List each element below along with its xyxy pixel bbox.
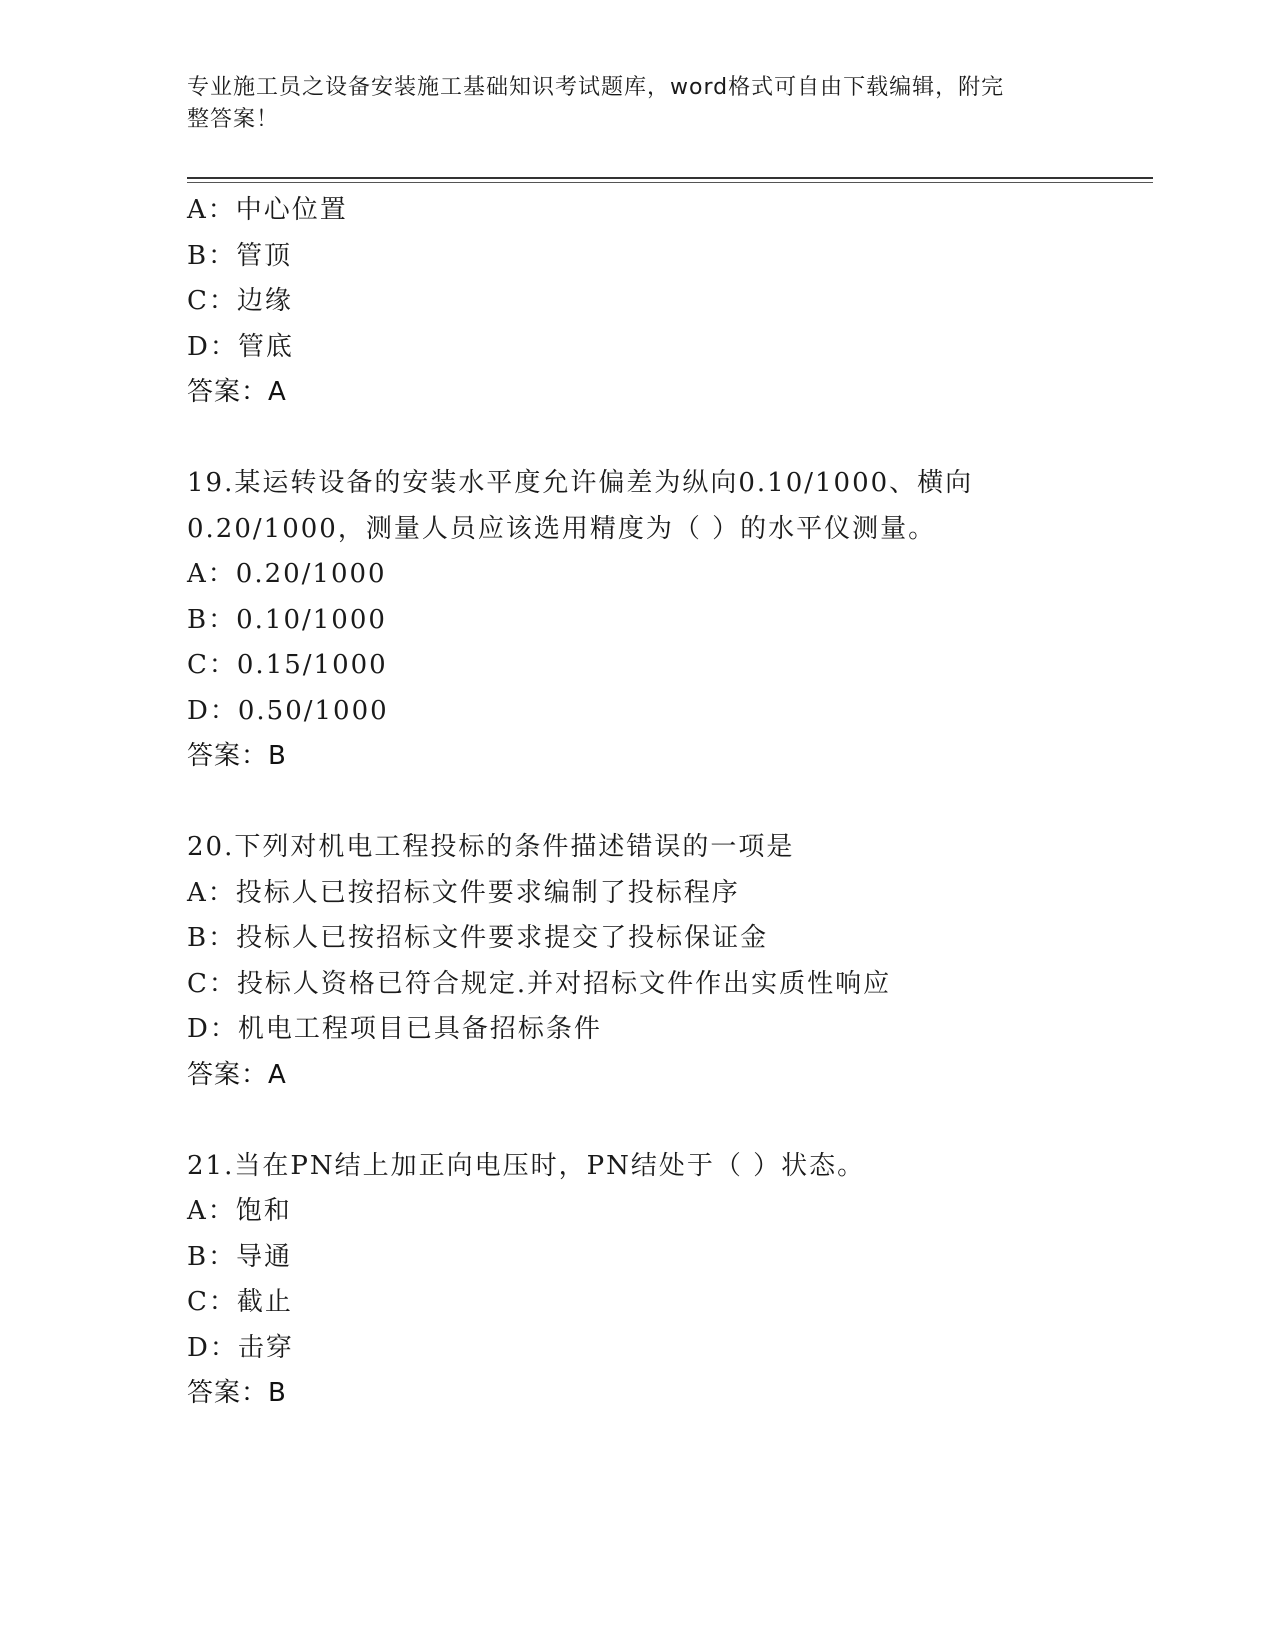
option-b: B：投标人已按招标文件要求提交了投标保证金 — [187, 923, 769, 953]
answer-line: 答案：A — [187, 377, 287, 407]
option-d: D：击穿 — [187, 1332, 294, 1363]
question-21 — [187, 1144, 1127, 1417]
question-stem-line-1: 21.当在PN结上加正向电压时，PN结处于（ ）状态。 — [187, 1150, 866, 1181]
option-d: D：管底 — [187, 331, 294, 362]
option-a: A：中心位置 — [187, 195, 348, 225]
question-list — [187, 188, 1127, 1417]
header-title-line-2: 整答案！ — [187, 107, 280, 132]
header-title-line-1: 专业施工员之设备安装施工基础知识考试题库，word格式可自由下载编辑，附完 — [187, 75, 1005, 100]
option-a: A：投标人已按招标文件要求编制了投标程序 — [187, 877, 740, 908]
option-d: D：0.50/1000 — [187, 695, 389, 726]
spacer — [187, 1098, 1127, 1144]
question-stem-line-1: 20.下列对机电工程投标的条件描述错误的一项是 — [187, 832, 795, 862]
spacer — [187, 416, 1127, 462]
spacer — [187, 780, 1127, 826]
answer-line: 答案：B — [187, 1378, 287, 1408]
question-stem-line-2: 0.20/1000，测量人员应该选用精度为（ ）的水平仪测量。 — [187, 513, 937, 544]
option-c: C：边缘 — [187, 286, 293, 316]
option-c: C：0.15/1000 — [187, 650, 388, 680]
option-b: B：导通 — [187, 1241, 293, 1272]
answer-line: 答案：B — [187, 741, 287, 771]
option-c: C：投标人资格已符合规定.并对招标文件作出实质性响应 — [187, 968, 892, 999]
header-divider-thick — [187, 177, 1153, 179]
option-c: C：截止 — [187, 1287, 293, 1317]
question-19 — [187, 461, 1127, 780]
question-stem-line-1: 19.某运转设备的安装水平度允许偏差为纵向0.10/1000、横向 — [187, 468, 974, 498]
document-header — [187, 72, 1067, 136]
option-a: A：饱和 — [187, 1196, 292, 1226]
question-18-continuation — [187, 188, 1127, 416]
option-a: A：0.20/1000 — [187, 559, 387, 589]
header-divider-thin — [187, 182, 1153, 183]
option-b: B：0.10/1000 — [187, 604, 387, 635]
question-20 — [187, 825, 1127, 1098]
answer-line: 答案：A — [187, 1059, 287, 1090]
option-d: D：机电工程项目已具备招标条件 — [187, 1014, 602, 1044]
option-b: B：管顶 — [187, 240, 293, 271]
